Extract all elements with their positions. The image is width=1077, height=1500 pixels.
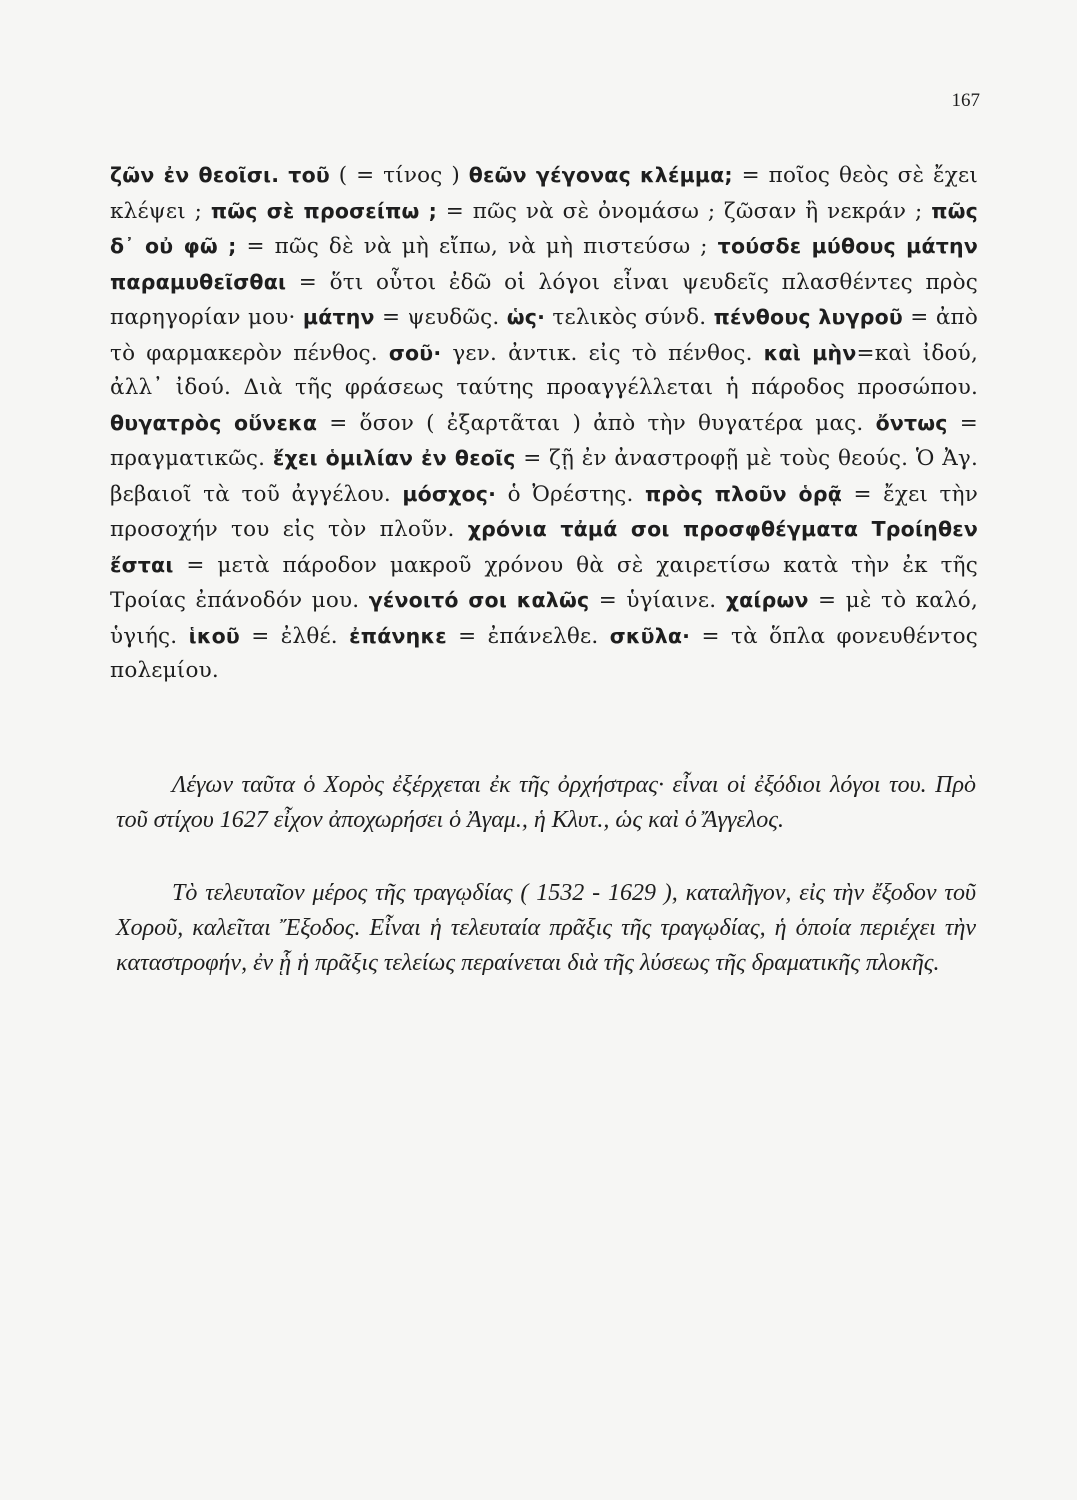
lemma: σκῦλα· [609,623,691,648]
gloss: = ὑγίαινε. [589,588,726,613]
gloss: γεν. ἀντικ. εἰς τὸ πένθος. [441,340,764,366]
gloss: ( = τίνος ) [329,163,469,188]
gloss: =καὶ ἰδού, ἀλλ᾽ ἰδού. Διὰ τῆς φράσεως ταύτης προαγγέλλεται ἡ πάροδος προσώπου. [110,340,978,400]
lemma: πένθους λυγροῦ [713,305,903,329]
lemma: θεῶν γέγονας κλέμμα; [468,163,733,187]
lemma: χρόνια τἀμά σοι προσφθέγματα Τροίηθεν ἔσται [110,517,978,577]
lemma: σοῦ· [388,340,442,365]
gloss: = ὅσον ( ἐξαρτᾶται ) ἀπὸ τὴν θυγατέρα μας. [317,410,876,436]
lemma: πῶς σὲ προσείπω ; [210,198,437,223]
lemma: θυγατρὸς οὕνεκα [110,410,318,435]
lemma: πῶς δ᾽ οὐ φῶ ; [110,198,978,258]
lemma: ὄντως [875,410,948,435]
lemma: ὡς· [506,305,546,329]
lemma: ζῶν ἐν θεοῖσι. τοῦ [110,163,330,187]
gloss: = ἐπάνελθε. [446,623,610,649]
lemma: γένοιτό σοι καλῶς [368,588,590,612]
lemma: μάτην [302,305,375,329]
gloss: = ἔχει τὴν προσοχήν του εἰς τὸν πλοῦν. [110,481,978,542]
lemma: πρὸς πλοῦν ὁρᾷ [645,481,842,506]
gloss: = τὰ ὅπλα φονευθέντος πολεμίου. [110,623,979,683]
gloss: τελικὸς σύνδ. [545,305,714,330]
gloss: = ὅτι οὗτοι ἐδῶ οἱ λόγοι εἶναι ψευδεῖς πλασθέντες πρὸς παρηγορίαν μου· [110,269,978,330]
gloss: = πῶς νὰ σὲ ὀνομάσω ; ζῶσαν ἢ νεκράν ; [437,198,932,224]
lemma: καὶ μὴν [763,340,857,365]
gloss: = πῶς δὲ νὰ μὴ εἴπω, νὰ μὴ πιστεύσω ; [236,234,718,259]
page-number: 167 [951,90,980,111]
note-paragraph-1: Λέγων ταῦτα ὁ Χορὸς ἐξέρχεται ἐκ τῆς ὀρχήστρας· εἶναι οἱ ἐξόδιοι λόγοι του. Πρὸ τοῦ στίχου 1627 εἶχον ἀποχωρήσει ὁ Ἀγαμ., ἡ Κλυτ., ὡς καὶ ὁ Ἄγγελος. [116,772,976,833]
lemma: χαίρων [725,588,809,612]
lemma: ἔχει ὁμιλίαν ἐν θεοῖς [272,446,516,470]
lemma: τούσδε μύθους μάτην παραμυθεῖσθαι [110,234,978,294]
gloss: ὁ Ὀρέστης. [496,481,645,507]
note-paragraph-2: Τὸ τελευταῖον μέρος τῆς τραγῳδίας ( 1532 - 1629 ), καταλῆγον, εἰς τὴν ἔξοδον τοῦ Χοροῦ, καλεῖται Ἔξοδος. Εἶναι ἡ τελευταία πρᾶξις τῆς τραγῳδίας, ἡ ὁποία περιέχει τὴν καταστροφήν, ἐν ᾗ ἡ πρᾶξις τελείως περαίνεται διὰ τῆς λύσεως τῆς δραματικῆς πλοκῆς. [116,880,976,976]
gloss: = μετὰ πάροδον μακροῦ χρόνου θὰ σὲ χαιρετίσω κατὰ τὴν ἐκ τῆς Τροίας ἐπάνοδόν μου. [110,552,978,613]
lemma: μόσχος· [402,481,497,506]
commentary-paragraph [110,158,978,689]
gloss: = ψευδῶς. [374,305,507,330]
lemma: ἱκοῦ [188,623,240,648]
gloss: = πραγματικῶς. [110,410,978,471]
gloss: = μὲ τὸ καλό, ὑγιής. [110,588,978,649]
gloss: = ποῖος θεὸς σὲ ἔχει κλέψει ; [110,163,978,224]
lemma: ἐπάνηκε [349,623,447,648]
gloss: = ἐλθέ. [239,623,350,649]
gloss: = ἀπὸ τὸ φαρμακερὸν πένθος. [110,305,979,366]
gloss: = ζῇ ἐν ἀναστροφῇ μὲ τοὺς θεούς. Ὁ Ἀγ. βεβαιοῖ τὰ τοῦ ἀγγέλου. [110,446,978,507]
